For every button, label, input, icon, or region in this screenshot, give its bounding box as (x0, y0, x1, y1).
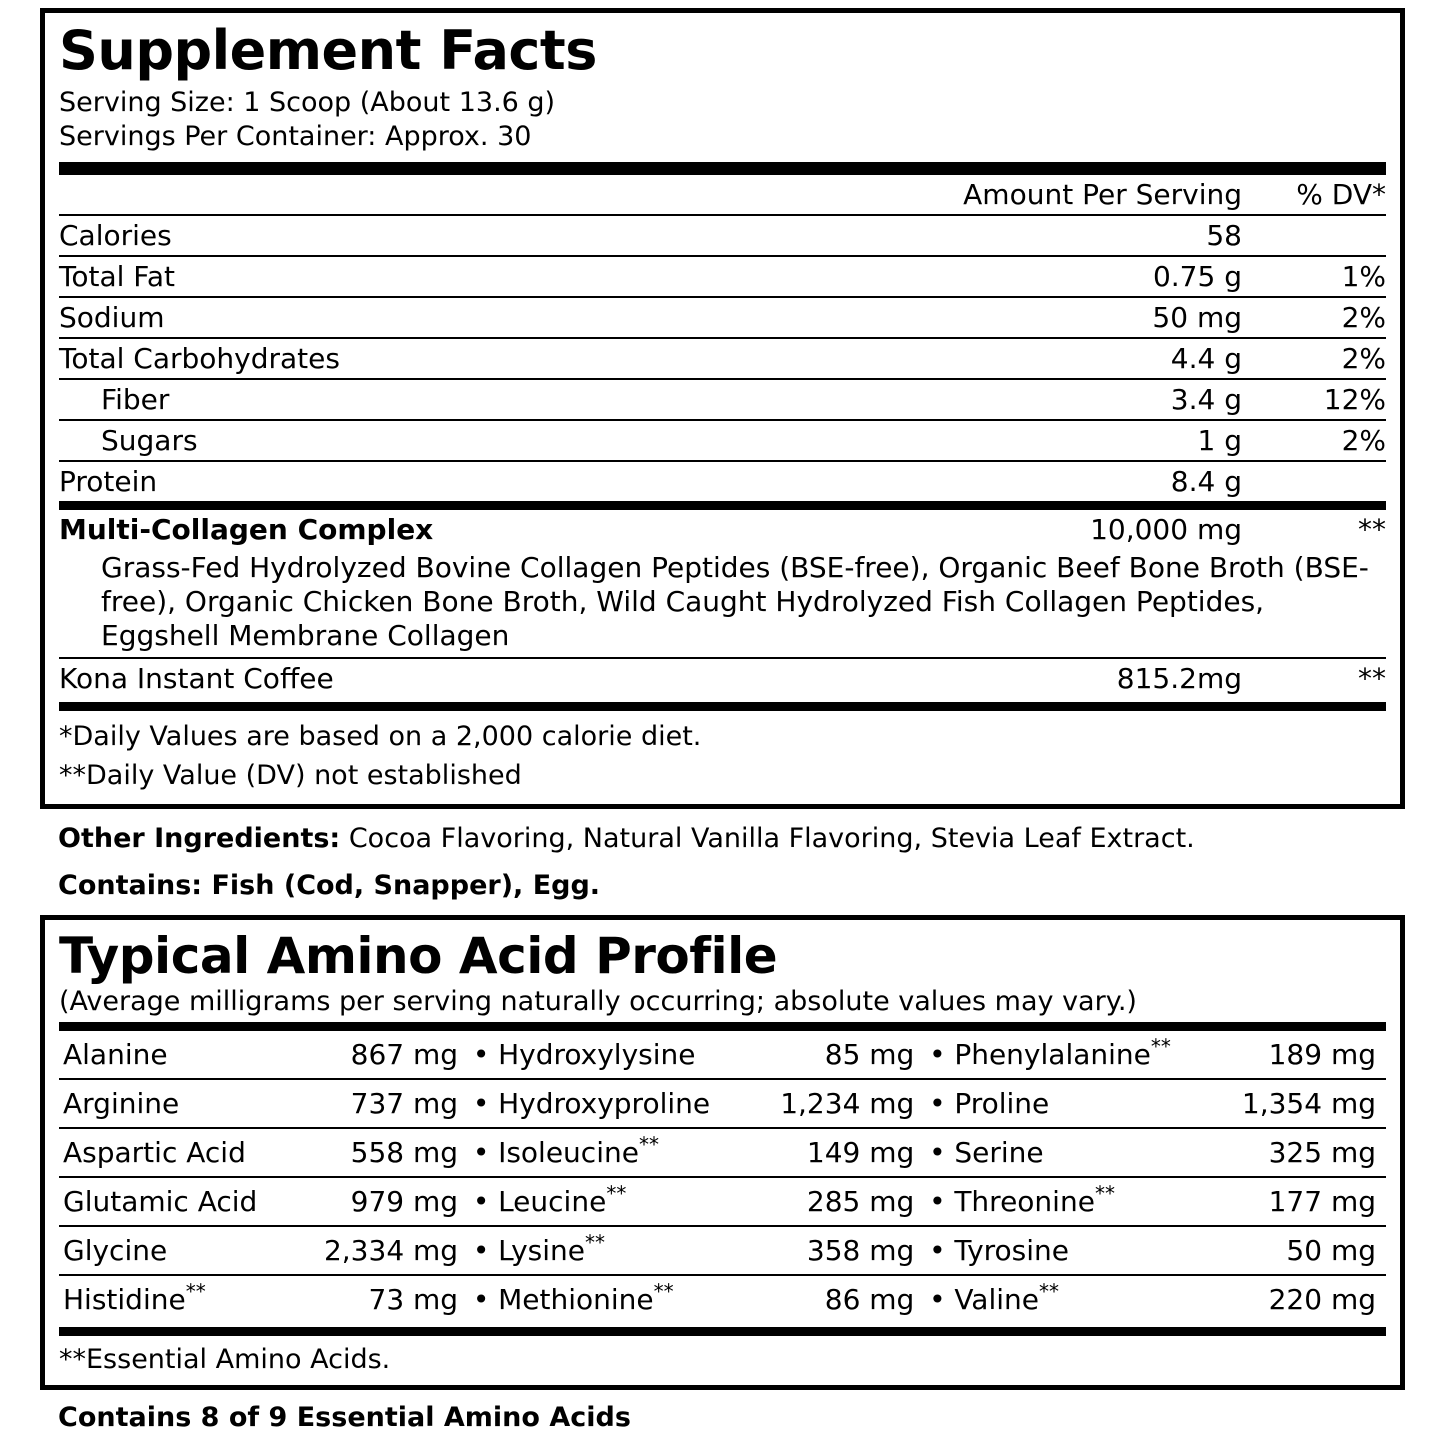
amino-name: Hydroxylysine (494, 1031, 752, 1079)
nutrient-amount: 58 (912, 215, 1246, 256)
essential-marker: ** (638, 1133, 659, 1158)
essential-marker: ** (1094, 1182, 1115, 1207)
nutrient-dv: 1% (1246, 256, 1386, 297)
blend-ingredients: Grass-Fed Hydrolyzed Bovine Collagen Peptides (BSE-free), Organic Beef Bone Broth (BSE-free), Organic Chicken Bone Broth, Wild Caught Hydrolyzed Fish Collagen Peptides, Eggshell Membrane Collagen (101, 550, 1369, 653)
amino-name: Threonine** (950, 1177, 1213, 1226)
amino-name: Isoleucine** (494, 1128, 752, 1177)
nutrient-dv: 2% (1246, 297, 1386, 338)
amino-name: Serine (950, 1128, 1213, 1177)
other-ingredients-label: Other Ingredients: (58, 823, 341, 855)
amino-name: Valine** (954, 1280, 1059, 1317)
amino-value: 1,234 mg (752, 1079, 924, 1128)
header-percent-dv: % DV* (1246, 175, 1386, 215)
nutrient-amount: 8.4 g (1170, 464, 1242, 498)
table-row (59, 461, 1386, 501)
essential-marker: ** (606, 1182, 627, 1207)
table-row (59, 1226, 1386, 1275)
amino-name: Tyrosine (950, 1226, 1213, 1275)
coffee-amount: 815.2mg (1116, 662, 1242, 696)
header-blank (59, 175, 912, 215)
amino-name: Lysine** (494, 1226, 752, 1275)
nutrition-table (59, 175, 1386, 501)
other-ingredients-value: Cocoa Flavoring, Natural Vanilla Flavoring, Stevia Leaf Extract. (340, 823, 1195, 855)
nutrient-name: Protein (59, 464, 158, 498)
amino-value: 50 mg (1214, 1226, 1386, 1275)
amino-name: Proline (950, 1079, 1213, 1128)
bullet-separator: • (468, 1226, 494, 1275)
amino-name: Phenylalanine** (950, 1031, 1213, 1079)
table-row (59, 420, 1386, 461)
amino-value: 2,334 mg (296, 1226, 468, 1275)
essential-marker: ** (185, 1280, 206, 1305)
amino-value: 149 mg (752, 1128, 924, 1177)
nutrient-amount: 0.75 g (912, 256, 1246, 297)
essential-marker: ** (585, 1231, 606, 1256)
table-row (59, 659, 1386, 698)
amino-name: Glycine (59, 1226, 296, 1275)
amino-name: Histidine** (63, 1280, 206, 1317)
page-title: Supplement Facts (59, 19, 597, 82)
nutrient-amount: 3.4 g (912, 379, 1246, 420)
amino-name: Aspartic Acid (59, 1128, 296, 1177)
amino-name: Leucine** (494, 1177, 752, 1226)
servings-per-container: Servings Per Container: Approx. 30 (59, 121, 532, 153)
supplement-facts-panel (40, 8, 1405, 809)
nutrient-name: Fiber (59, 379, 912, 420)
divider-medium-amino-top (59, 1022, 1386, 1031)
table-row (59, 1031, 1386, 1079)
footnote-dv-not-established: **Daily Value (DV) not established (59, 759, 522, 791)
nutrient-amount: 50 mg (912, 297, 1246, 338)
bullet-separator: • (468, 1031, 494, 1079)
divider-medium-bottom (59, 702, 1386, 711)
nutrient-dv (1246, 461, 1386, 501)
amino-name: Arginine (59, 1079, 296, 1128)
divider-thick-top (59, 162, 1386, 175)
nutrient-name: Total Fat (59, 256, 912, 297)
other-ingredients (40, 809, 1405, 856)
blend-dv: ** (1358, 512, 1386, 546)
amino-acid-panel (40, 915, 1405, 1390)
blend-table (59, 510, 1386, 549)
divider-medium (59, 501, 1386, 510)
bullet-separator: • (924, 1177, 950, 1226)
essential-marker: ** (1150, 1035, 1171, 1060)
essential-amino-count: Contains 8 of 9 Essential Amino Acids (58, 1402, 631, 1434)
amino-name: Alanine (59, 1031, 296, 1079)
amino-value: 1,354 mg (1214, 1079, 1386, 1128)
nutrient-dv (1246, 215, 1386, 256)
amino-value: 358 mg (752, 1226, 924, 1275)
nutrient-amount: 4.4 g (912, 338, 1246, 379)
amino-name: Glutamic Acid (59, 1177, 296, 1226)
blend-amount: 10,000 mg (1090, 512, 1242, 546)
amino-value: 189 mg (1214, 1031, 1386, 1079)
amino-name: Hydroxyproline (494, 1079, 752, 1128)
table-row (59, 379, 1386, 420)
table-row (59, 215, 1386, 256)
amino-name: Methionine** (498, 1280, 674, 1317)
bullet-separator: • (468, 1177, 494, 1226)
bullet-separator: • (924, 1031, 950, 1079)
blend-name: Multi-Collagen Complex (59, 512, 434, 546)
amino-value: 177 mg (1214, 1177, 1386, 1226)
coffee-table (59, 659, 1386, 698)
amino-profile-title: Typical Amino Acid Profile (59, 927, 778, 986)
nutrient-name: Sugars (59, 420, 912, 461)
amino-value: 867 mg (296, 1031, 468, 1079)
amino-value: 85 mg (752, 1031, 924, 1079)
bullet-separator: • (929, 1283, 946, 1317)
nutrient-dv: 12% (1246, 379, 1386, 420)
coffee-dv: ** (1358, 662, 1386, 696)
coffee-name: Kona Instant Coffee (59, 662, 334, 696)
blend-row (59, 510, 1386, 549)
essential-marker: ** (1039, 1280, 1059, 1305)
bullet-separator: • (472, 1283, 490, 1317)
nutrient-name: Sodium (59, 297, 912, 338)
allergen-contains: Contains: Fish (Cod, Snapper), Egg. (58, 870, 601, 902)
bullet-separator: • (924, 1128, 950, 1177)
bullet-separator: • (924, 1079, 950, 1128)
table-row (59, 297, 1386, 338)
amino-value: 979 mg (296, 1177, 468, 1226)
header-amount-per-serving: Amount Per Serving (912, 175, 1246, 215)
nutrient-amount: 1 g (912, 420, 1246, 461)
amino-value: 73 mg (368, 1283, 459, 1317)
essential-marker: ** (653, 1280, 674, 1305)
amino-value: 558 mg (296, 1128, 468, 1177)
table-row (59, 256, 1386, 297)
amino-acid-table (59, 1031, 1386, 1323)
amino-value: 737 mg (296, 1079, 468, 1128)
table-row (59, 1177, 1386, 1226)
essential-amino-footnote: **Essential Amino Acids. (59, 1344, 391, 1376)
amino-value: 285 mg (752, 1177, 924, 1226)
divider-medium-amino-bottom (59, 1327, 1386, 1336)
bullet-separator: • (468, 1128, 494, 1177)
nutrient-name: Calories (59, 215, 912, 256)
amino-value: 220 mg (1268, 1283, 1376, 1317)
footnote-daily-values: *Daily Values are based on a 2,000 calorie diet. (59, 721, 702, 753)
nutrient-dv: 2% (1246, 338, 1386, 379)
nutrient-name: Total Carbohydrates (59, 338, 912, 379)
table-row (59, 338, 1386, 379)
serving-size: Serving Size: 1 Scoop (About 13.6 g) (59, 86, 556, 118)
amino-value: 325 mg (1214, 1128, 1386, 1177)
amino-value: 86 mg (824, 1283, 915, 1317)
bullet-separator: • (924, 1226, 950, 1275)
table-row (59, 1079, 1386, 1128)
table-row (59, 1275, 1386, 1323)
table-header-row (59, 175, 1386, 215)
amino-profile-subtitle: (Average milligrams per serving naturally occurring; absolute values may vary.) (59, 985, 1137, 1017)
bullet-separator: • (468, 1079, 494, 1128)
table-row (59, 1128, 1386, 1177)
nutrient-dv: 2% (1246, 420, 1386, 461)
